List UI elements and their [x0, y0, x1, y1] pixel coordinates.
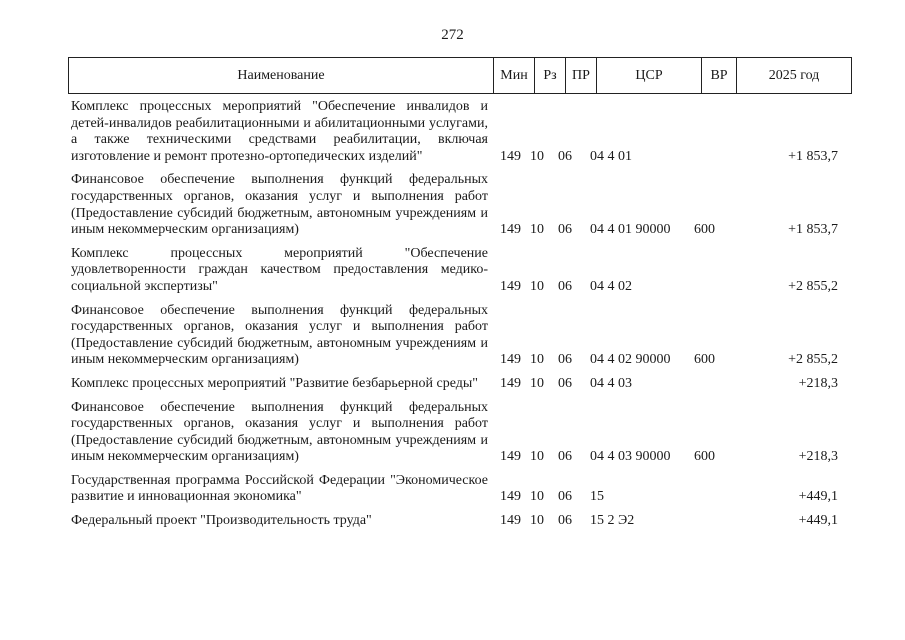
- row-min: 149: [500, 278, 521, 294]
- row-amount: +218,3: [798, 449, 838, 465]
- header-vr: ВР: [702, 58, 737, 94]
- row-name: Государственная программа Российской Федерации "Экономическое развитие и инновационная экономика": [71, 472, 488, 505]
- row-rz: 10: [530, 375, 544, 391]
- header-csr: ЦСР: [597, 58, 702, 94]
- table-row: [68, 400, 848, 466]
- table-row: [68, 172, 848, 238]
- row-min: 149: [500, 489, 521, 505]
- row-pr: 06: [558, 278, 572, 294]
- row-name: Комплекс процессных мероприятий "Обеспечение инвалидов и детей-инвалидов реабилитационными и абилитационными услугами, а также техническими средствами реабилитации, включая изготовление и ремонт протезно-ортопедических изделий": [71, 99, 488, 164]
- row-pr: 06: [558, 222, 572, 238]
- row-rz: 10: [530, 513, 544, 529]
- row-pr: 06: [558, 513, 572, 529]
- table-row: [68, 99, 848, 165]
- row-rz: 10: [530, 352, 544, 368]
- table-row: [68, 303, 848, 369]
- header-year: 2025 год: [737, 58, 852, 94]
- row-csr: 04 4 03: [590, 375, 632, 391]
- header-name: Наименование: [69, 58, 494, 94]
- row-vr: 600: [694, 352, 715, 368]
- row-vr: 600: [694, 222, 715, 238]
- row-name: Комплекс процессных мероприятий "Обеспечение удовлетворенности граждан качеством предоставления медико-социальной экспертизы": [71, 245, 488, 294]
- header-min: Мин: [494, 58, 535, 94]
- row-name: Комплекс процессных мероприятий "Развитие безбарьерной среды": [71, 375, 478, 391]
- row-rz: 10: [530, 222, 544, 238]
- table-header: [68, 57, 852, 94]
- row-name: Финансовое обеспечение выполнения функций федеральных государственных органов, оказания услуг и выполнения работ (Предоставление субсидий бюджетным, автономным учреждениям и иным некоммерческим организациям): [71, 302, 488, 368]
- row-min: 149: [500, 222, 521, 238]
- row-vr: 600: [694, 449, 715, 465]
- table-row: [68, 473, 848, 506]
- row-csr: 04 4 01: [590, 148, 632, 164]
- row-name: Финансовое обеспечение выполнения функций федеральных государственных органов, оказания услуг и выполнения работ (Предоставление субсидий бюджетным, автономным учреждениям и иным некоммерческим организациям): [71, 172, 488, 238]
- table-body: [68, 99, 848, 537]
- table-row: [68, 513, 848, 530]
- row-amount: +218,3: [798, 375, 838, 391]
- row-csr: 04 4 02 90000: [590, 352, 671, 368]
- row-amount: +449,1: [798, 513, 838, 529]
- header-row: [69, 58, 852, 94]
- row-pr: 06: [558, 489, 572, 505]
- row-pr: 06: [558, 148, 572, 164]
- row-csr: 15: [590, 489, 604, 505]
- row-rz: 10: [530, 278, 544, 294]
- row-csr: 04 4 01 90000: [590, 222, 671, 238]
- row-pr: 06: [558, 352, 572, 368]
- row-pr: 06: [558, 449, 572, 465]
- row-min: 149: [500, 513, 521, 529]
- row-rz: 10: [530, 489, 544, 505]
- row-csr: 15 2 Э2: [590, 513, 635, 529]
- row-name: Федеральный проект "Производительность труда": [71, 513, 372, 529]
- row-name: Финансовое обеспечение выполнения функций федеральных государственных органов, оказания услуг и выполнения работ (Предоставление субсидий бюджетным, автономным учреждениям и иным некоммерческим организациям): [71, 399, 488, 465]
- row-min: 149: [500, 352, 521, 368]
- table-row: [68, 246, 848, 296]
- row-csr: 04 4 03 90000: [590, 449, 671, 465]
- row-pr: 06: [558, 375, 572, 391]
- header-rz: Рз: [535, 58, 566, 94]
- row-csr: 04 4 02: [590, 278, 632, 294]
- row-amount: +449,1: [798, 489, 838, 505]
- row-min: 149: [500, 375, 521, 391]
- row-amount: +1 853,7: [788, 148, 838, 164]
- row-rz: 10: [530, 148, 544, 164]
- row-min: 149: [500, 148, 521, 164]
- page-number: 272: [441, 27, 464, 43]
- row-amount: +2 855,2: [788, 352, 838, 368]
- row-rz: 10: [530, 449, 544, 465]
- header-pr: ПР: [566, 58, 597, 94]
- row-amount: +1 853,7: [788, 222, 838, 238]
- row-amount: +2 855,2: [788, 278, 838, 294]
- row-min: 149: [500, 449, 521, 465]
- table-row: [68, 376, 848, 393]
